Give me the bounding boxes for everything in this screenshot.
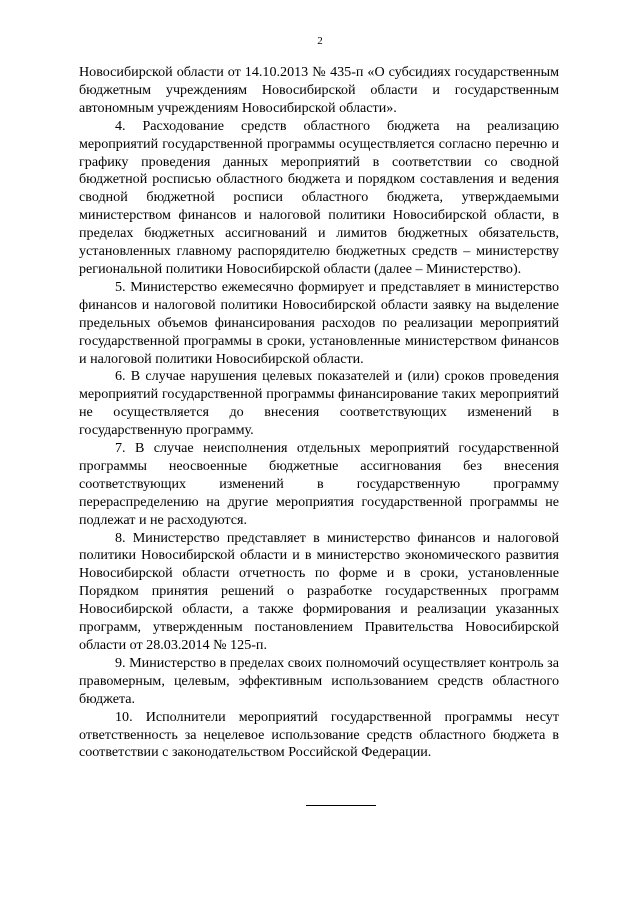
paragraph-item-5: 5. Министерство ежемесячно формирует и представляет в министерство финансов и налоговой политики Новосибирской области заявку на выделение предельных объемов финансирования расходов по реализации мероприятий государственной программы в сроки, установленные министерством финансов и налоговой политики Новосибирской области. <box>79 278 559 367</box>
document-body <box>79 64 559 762</box>
page-number: 2 <box>317 35 323 47</box>
paragraph-item-7: 7. В случае неисполнения отдельных мероприятий государственной программы неосвоенные бюджетные ассигнования без внесения соответствующих изменений в государственную программу перераспределению на другие мероприятия государственной программы не подлежат и не расходуются. <box>79 440 559 528</box>
paragraph-item-6: 6. В случае нарушения целевых показателей и (или) сроков проведения мероприятий государственной программы финансирование таких мероприятий не осуществляется до внесения соответствующих изменений в государственную программу. <box>79 368 559 439</box>
end-of-document-rule <box>306 805 376 806</box>
paragraph-item-9: 9. Министерство в пределах своих полномочий осуществляет контроль за правомерным, целевым, эффективным использованием средств областного бюджета. <box>79 654 559 707</box>
paragraph-item-4: 4. Расходование средств областного бюджета на реализацию мероприятий государственной программы осуществляется согласно перечню и графику проведения данных мероприятий в соответствии со сводной бюджетной росписью областного бюджета и порядком составления и ведения сводной бюджетной росписи областного бюджета, утверждаемыми министерством финансов и налоговой политики Новосибирской области, в пределах бюджетных ассигнований и лимитов бюджетных обязательств, установленных главному распорядителю бюджетных средств – министерству региональной политики Новосибирской области (далее – Министерство). <box>79 117 559 277</box>
paragraph-item-8: 8. Министерство представляет в министерство финансов и налоговой политики Новосибирской области и в министерство экономического развития Новосибирской области отчетность по форме и в сроки, установленные Порядком принятия решений о разработке государственных программ Новосибирской области, а также формирования и реализации указанных программ, утвержденным постановлением Правительства Новосибирской области от 28.03.2014 № 125-п. <box>79 529 559 653</box>
paragraph-item-10: 10. Исполнители мероприятий государственной программы несут ответственность за нецелевое использование средств областного бюджета в соответствии с законодательством Российской Федерации. <box>79 708 559 761</box>
paragraph-continuation: Новосибирской области от 14.10.2013 № 435-п «О субсидиях государственным бюджетным учреждениям Новосибирской области и государственным автономным учреждениям Новосибирской области». <box>79 64 559 116</box>
